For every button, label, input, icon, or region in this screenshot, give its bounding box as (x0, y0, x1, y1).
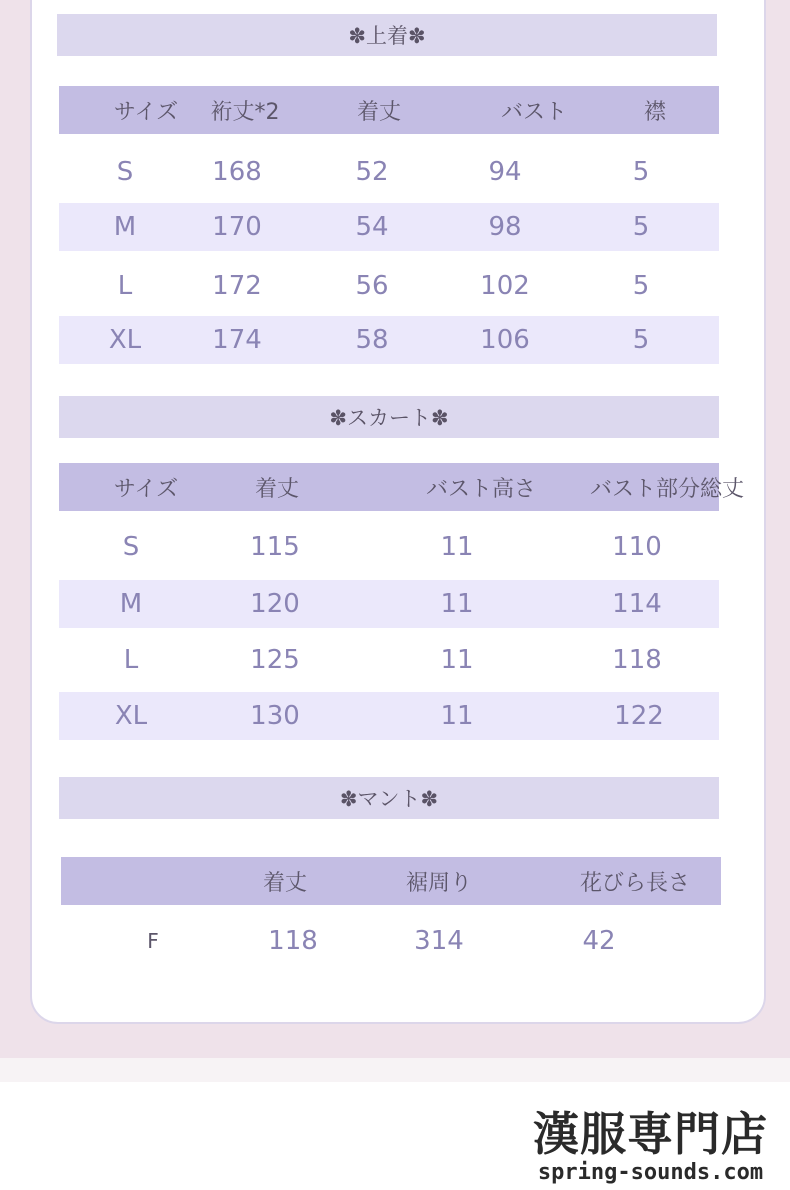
shop-name: 漢服専門店 (533, 1107, 768, 1161)
skirt-length-cell: 125 (250, 645, 300, 675)
tops-length-cell: 58 (355, 325, 389, 355)
cape-length-cell: 118 (268, 926, 318, 956)
tops-collar-cell: 5 (632, 271, 650, 301)
cape-petal-cell: 42 (582, 926, 616, 956)
skirt-size-cell: XL (114, 701, 148, 731)
table-row (59, 316, 719, 364)
tops-size-cell: S (116, 157, 134, 187)
tops-collar-cell: 5 (632, 212, 650, 242)
cape-header-hem: 裾周り (405, 870, 472, 896)
tops-collar-cell: 5 (632, 157, 650, 187)
cape-size-cell: F (147, 929, 159, 953)
skirt-size-cell: M (119, 589, 143, 619)
table-row (61, 917, 721, 965)
tops-size-cell: L (117, 271, 133, 301)
table-row (59, 262, 719, 310)
section-divider (0, 1058, 790, 1082)
tops-collar-cell: 5 (632, 325, 650, 355)
skirt-bust-height-cell: 11 (440, 589, 474, 619)
table-row (59, 148, 719, 196)
table-row (59, 580, 719, 628)
skirt-bust-total-cell: 122 (614, 701, 664, 731)
table-row (59, 692, 719, 740)
tops-length-cell: 52 (355, 157, 389, 187)
skirt-header-bust-total: バスト部分総丈 (589, 476, 744, 502)
tops-sleeve-cell: 168 (212, 157, 262, 187)
skirt-bust-total-cell: 118 (612, 645, 662, 675)
shop-url: spring-sounds.com (537, 1160, 764, 1185)
skirt-header-length: 着丈 (254, 476, 299, 502)
tops-length-cell: 56 (355, 271, 389, 301)
tops-bust-cell: 106 (480, 325, 530, 355)
cape-header-row (61, 857, 721, 905)
tops-bust-cell: 98 (488, 212, 522, 242)
tops-header-length: 着丈 (356, 99, 401, 125)
skirt-length-cell: 130 (250, 701, 300, 731)
tops-sleeve-cell: 170 (212, 212, 262, 242)
table-row (59, 523, 719, 571)
skirt-bust-height-cell: 11 (440, 645, 474, 675)
tops-header-bust: バスト (500, 99, 567, 125)
tops-section-title: ✽上着✽ (57, 14, 717, 56)
tops-header-collar: 襟 (643, 99, 666, 125)
skirt-size-cell: L (123, 645, 139, 675)
table-row (59, 203, 719, 251)
skirt-bust-height-cell: 11 (440, 701, 474, 731)
skirt-bust-total-cell: 114 (612, 589, 662, 619)
tops-size-cell: XL (108, 325, 142, 355)
shop-logo (533, 1108, 768, 1186)
cape-header-length: 着丈 (262, 870, 307, 896)
skirt-bust-height-cell: 11 (440, 532, 474, 562)
skirt-length-cell: 115 (250, 532, 300, 562)
cape-header-petal: 花びら長さ (579, 870, 690, 896)
tops-header-row (59, 86, 719, 134)
table-row (59, 636, 719, 684)
tops-header-size: サイズ (113, 99, 179, 125)
skirt-length-cell: 120 (250, 589, 300, 619)
cape-section-title: ✽マント✽ (59, 777, 719, 819)
cape-hem-cell: 314 (414, 926, 464, 956)
tops-size-cell: M (113, 212, 137, 242)
tops-sleeve-cell: 172 (212, 271, 262, 301)
skirt-section-title: ✽スカート✽ (59, 396, 719, 438)
skirt-header-size: サイズ (113, 476, 179, 502)
skirt-header-bust-height: バスト高さ (425, 476, 536, 502)
skirt-header-row (59, 463, 744, 511)
tops-bust-cell: 102 (480, 271, 530, 301)
tops-header-sleeve: 裄丈*2 (210, 99, 280, 125)
cape-header-blank (101, 857, 161, 905)
tops-sleeve-cell: 174 (212, 325, 262, 355)
tops-length-cell: 54 (355, 212, 389, 242)
tops-bust-cell: 94 (488, 157, 522, 187)
skirt-bust-total-cell: 110 (612, 532, 662, 562)
skirt-size-cell: S (122, 532, 140, 562)
